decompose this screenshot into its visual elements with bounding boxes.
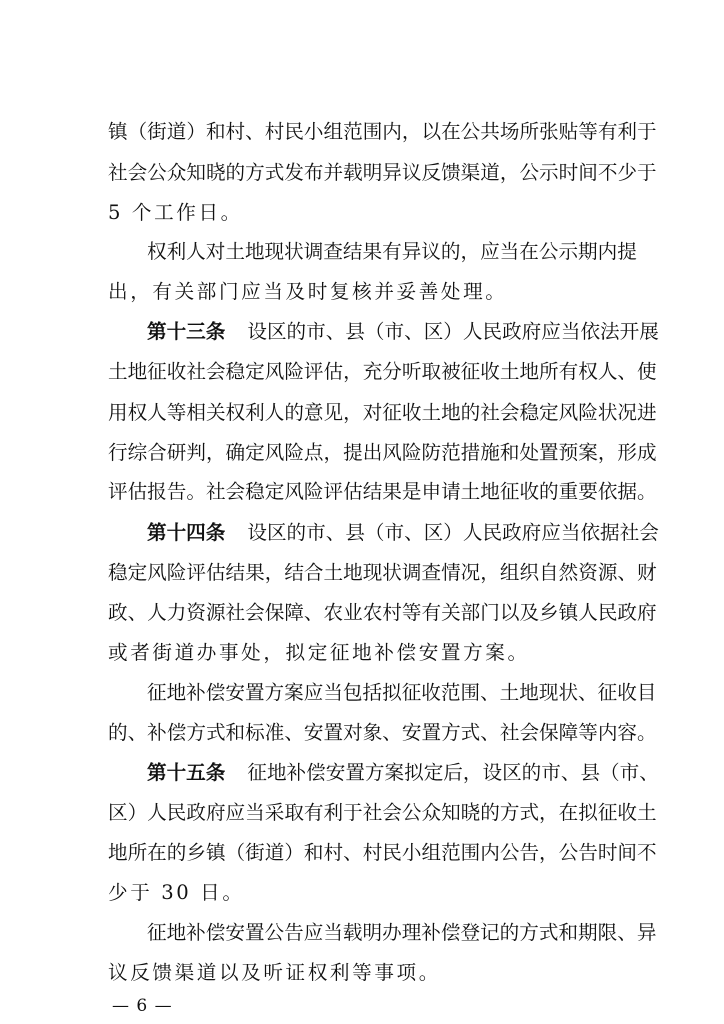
text-line-15: 征地补偿安置方案应当包括拟征收范围、土地现状、征收目 [147,681,657,704]
page-number: — 6 — [112,996,173,1016]
text-line-19: 地所在的乡镇（街道）和村、村民小组范围内公告，公告时间不 [108,841,657,864]
text-line-1: 镇（街道）和村、村民小组范围内，以在公共场所张贴等有利于 [108,120,657,143]
text-line-9: 行综合研判，确定风险点，提出风险防范措施和处置预案，形成 [108,441,657,464]
text-line-16: 的、补偿方式和标准、安置对象、安置方式、社会保障等内容。 [108,721,657,744]
text-line-13: 政、人力资源社会保障、农业农村等有关部门以及乡镇人民政府 [108,601,657,624]
article-15-heading: 第十五条 [147,761,226,784]
text-line-4: 权利人对土地现状调查结果有异议的，应当在公示期内提 [147,240,637,263]
article-14-text: 设区的市、县（市、区）人民政府应当依据社会 [247,521,659,544]
article-14-heading: 第十四条 [147,521,226,544]
article-13-text: 设区的市、县（市、区）人民政府应当依法开展 [247,320,659,343]
article-15-line-1 [147,757,659,789]
text-line-18: 区）人民政府应当采取有利于社会公众知晓的方式，在拟征收土 [108,801,657,824]
text-line-12: 稳定风险评估结果，结合土地现状调查情况，组织自然资源、财 [108,561,657,584]
text-line-7: 土地征收社会稳定风险评估，充分听取被征收土地所有权人、使 [108,360,657,383]
text-line-22: 议反馈渠道以及听证权利等事项。 [108,961,441,984]
article-13-heading: 第十三条 [147,320,226,343]
text-line-20: 少于 30 日。 [108,881,245,904]
text-line-5: 出，有关部门应当及时复核并妥善处理。 [108,280,508,303]
article-14-line-1 [147,517,659,549]
text-line-8: 用权人等相关权利人的意见，对征收土地的社会稳定风险状况进 [108,401,657,424]
text-line-14: 或者街道办事处，拟定征地补偿安置方案。 [108,641,530,664]
text-line-21: 征地补偿安置公告应当载明办理补偿登记的方式和期限、异 [147,921,657,944]
text-line-2: 社会公众知晓的方式发布并载明异议反馈渠道，公示时间不少于 [108,161,657,184]
article-15-text: 征地补偿安置方案拟定后，设区的市、县（市、 [247,761,659,784]
text-line-3: 5 个工作日。 [108,201,243,224]
article-13-line-1 [147,316,659,348]
text-line-10: 评估报告。社会稳定风险评估结果是申请土地征收的重要依据。 [108,480,657,503]
